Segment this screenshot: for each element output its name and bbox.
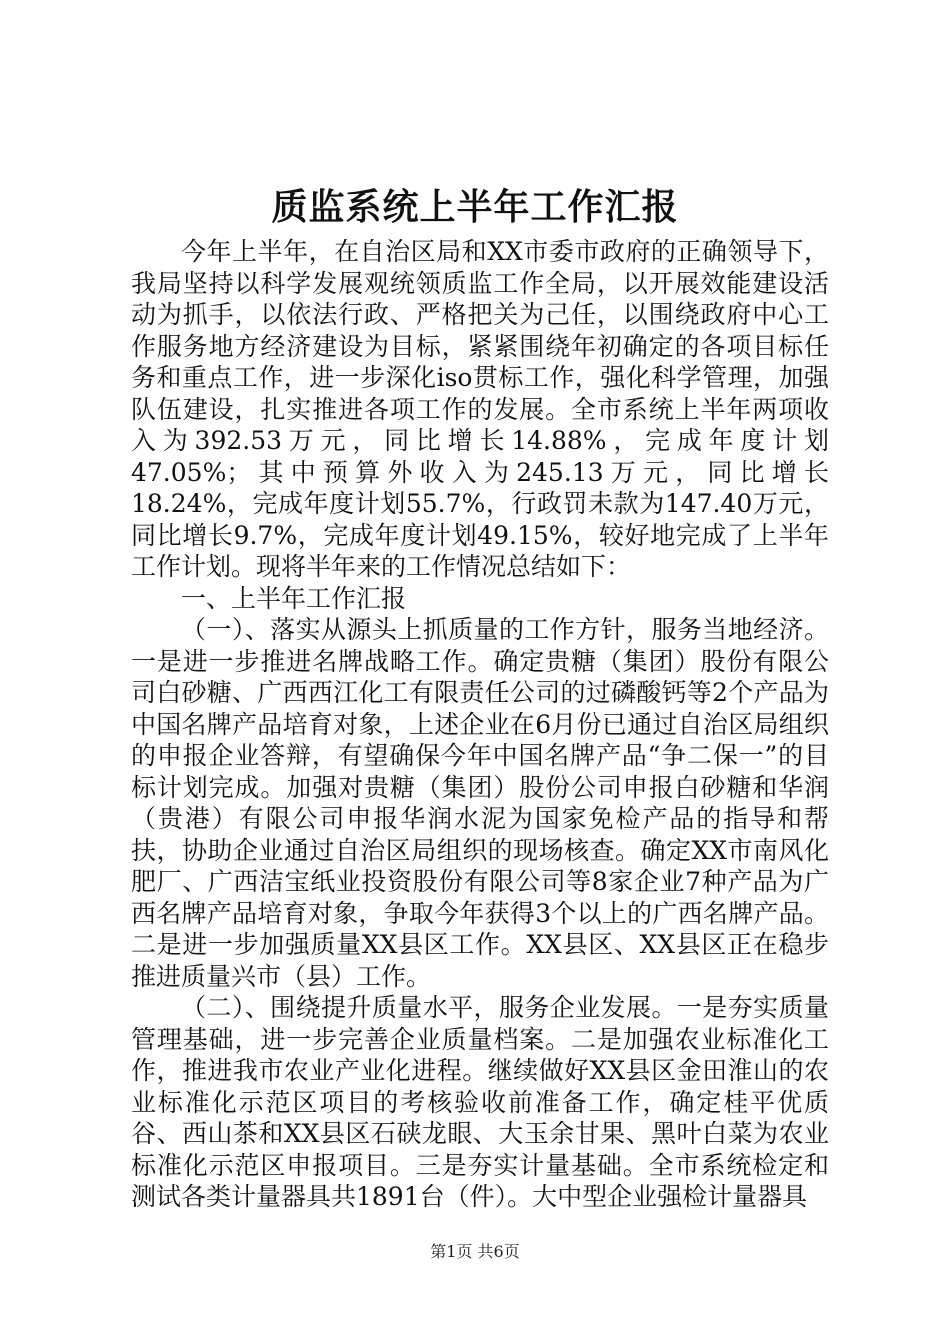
paragraph-intro: 今年上半年，在自治区局和XX市委市政府的正确领导下，我局坚持以科学发展观统领质监工作全局，以开展效能建设活动为抓手，以依法行政、严格把关为己任，以围绕政府中心工作服务地方经济建设为目标，紧紧围绕年初确定的各项目标任务和重点工作，进一步深化iso贯标工作，强化科学管理，加强队伍建设，扎实推进各项工作的发展。全市系统上半年两项收入为392.53万元，同比增长14.88%，完成年度计划47.05%；其中预算外收入为245.13万元，同比增长18.24%，完成年度计划55.7%，行政罚未款为147.40万元，同比增长9.7%，完成年度计划49.15%，较好地完成了上半年工作计划。现将半年来的工作情况总结如下： [131,237,829,581]
section-heading-1: 一、上半年工作汇报 [181,583,407,613]
paragraph-section-1-2: （二）、围绕提升质量水平，服务企业发展。一是夯实质量管理基础，进一步完善企业质量档案。二是加强农业标准化工作，推进我市农业产业化进程。继续做好XX县区金田淮山的农业标准化示范区项目的考核验收前准备工作，确定桂平优质谷、西山茶和XX县区石硖龙眼、大玉余甘果、黑叶白菜为农业标准化示范区申报项目。三是夯实计量基础。全市系统检定和测试各类计量器具共1891台（件）。大中型企业强检计量器具 [131,993,829,1211]
paragraph-section-1-1: （一）、落实从源头上抓质量的工作方针，服务当地经济。一是进一步推进名牌战略工作。确定贵糖（集团）股份有限公司白砂糖、广西西江化工有限责任公司的过磷酸钙等2个产品为中国名牌产品培育对象，上述企业在6月份已通过自治区局组织的申报企业答辩，有望确保今年中国名牌产品“争二保一”的目标计划完成。加强对贵糖（集团）股份公司申报白砂糖和华润（贵港）有限公司申报华润水泥为国家免检产品的指导和帮扶，协助企业通过自治区局组织的现场核查。确定XX市南风化肥厂、广西洁宝纸业投资股份有限公司等8家企业7种产品为广西名牌产品培育对象，争取今年获得3个以上的广西名牌产品。二是进一步加强质量XX县区工作。XX县区、XX县区正在稳步推进质量兴市（县）工作。 [131,615,829,991]
document-body [131,236,829,1213]
document-title: 质监系统上半年工作汇报 [271,186,679,228]
page-footer: 第1页 共6页 [430,1242,520,1261]
